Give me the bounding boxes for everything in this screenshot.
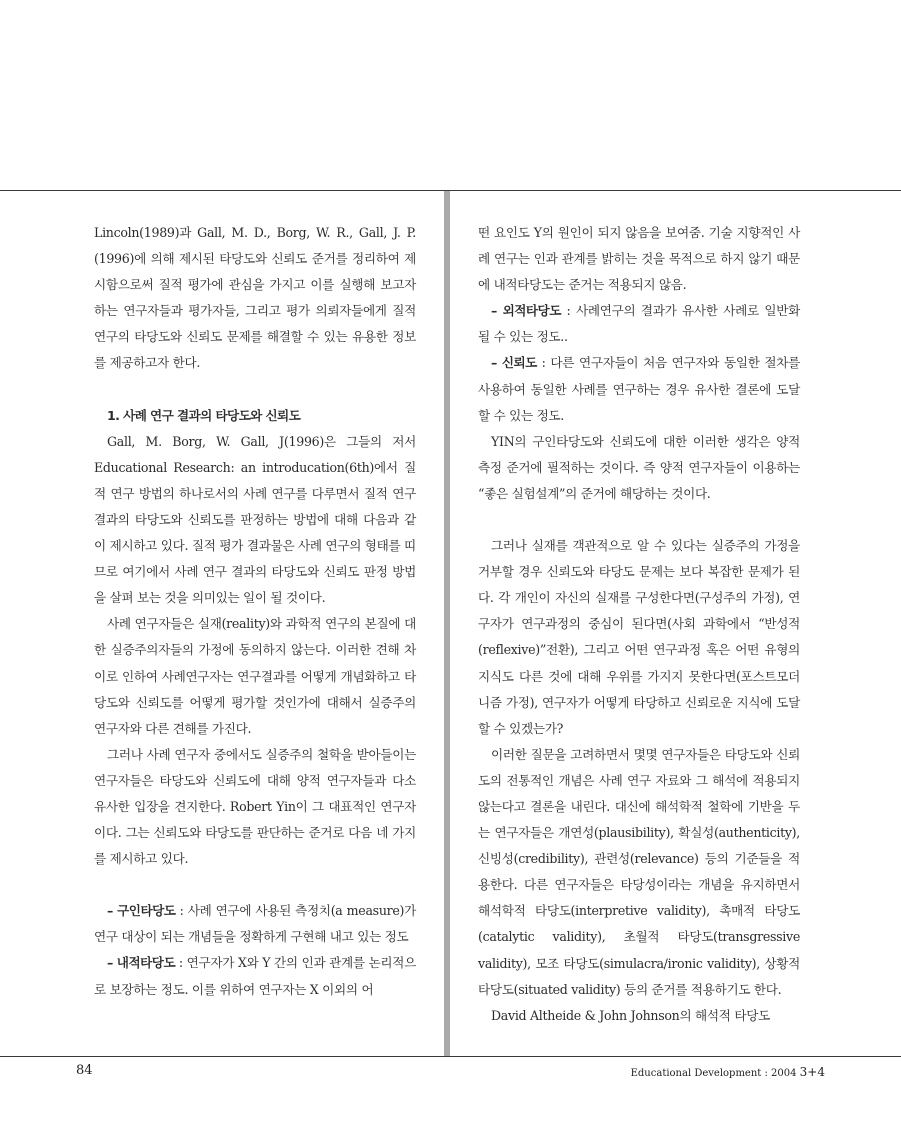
column-gutter <box>444 191 450 1056</box>
left-column <box>94 220 416 1003</box>
criterion-internal-validity <box>94 950 416 1002</box>
criterion-text: : 다른 연구자들이 처음 연구자와 동일한 절차를 사용하여 동일한 사례를 연구하는 경우 유사한 결론에 도달할 수 있는 정도. <box>478 355 800 423</box>
dash-mark: – <box>491 303 503 319</box>
criterion-text: : 사례연구의 결과가 유사한 사례로 일반화 될 수 있는 정도.. <box>478 303 800 345</box>
dash-mark: – <box>107 903 118 919</box>
dash-mark: – <box>491 355 502 371</box>
journal-title: Educational Development : 2004 <box>630 1068 800 1079</box>
left-paragraph-2: Gall, M. Borg, W. Gall, J(1996)은 그들의 저서 Educational Research: an introducation(6th)에서 질적 연구 방법의 하나로서의 사례 연구를 다루면서 질적 연구 결과의 타당도와 신뢰도를 판정하는 방법에 대해 다음과 같이 제시하고 있다. 질적 평가 결과물은 사례 연구의 형태를 띠므로 여기에서 사례 연구 결과의 타당도와 신뢰도 판정 방법을 살펴 보는 것을 의미있는 일이 될 것이다. <box>94 433 416 606</box>
dash-mark: – <box>107 955 117 971</box>
journal-issue: 3+4 <box>799 1065 825 1079</box>
paragraph-gap <box>94 872 416 898</box>
left-paragraph-1: Lincoln(1989)과 Gall, M. D., Borg, W. R., Gall, J. P.(1996)에 의해 제시된 타당도와 신뢰도 준거를 정리하여 제시함으로써 질적 평가에 관심을 가지고 이를 실행해 보고자 하는 연구자들과 평가자들, 그리고 평가 의뢰자들에게 질적 연구의 타당도와 신뢰도 문제를 해결할 수 있는 유용한 정보를 제공하고자 한다. <box>94 225 416 371</box>
criterion-text: : 사례 연구에 사용된 측정치(a measure)가 연구 대상이 되는 개념들을 정확하게 구현해 내고 있는 정도 <box>94 903 416 945</box>
criterion-text: : 연구자가 X와 Y 간의 인과 관계를 논리적으로 보장하는 정도. 이를 위하여 연구자는 X 이외의 어 <box>94 955 416 997</box>
criterion-construct-validity <box>94 898 416 950</box>
criterion-reliability <box>478 350 800 428</box>
paragraph-gap <box>478 507 800 533</box>
right-paragraph-3: 그러나 실재를 객관적으로 알 수 있다는 실증주의 가정을 거부할 경우 신뢰도와 타당도 문제는 보다 복잡한 문제가 된다. 각 개인이 자신의 실재를 구성한다면(구성주의 가정), 연구자가 연구과정의 중심이 된다면(사회 과학에서 “반성적(reflexive)”전환), 그리고 어떤 연구과정 혹은 어떤 유형의 지식도 다른 것에 대해 우위를 가지지 못한다면(포스트모더니즘 가정), 연구자가 어떻게 타당하고 신뢰로운 지식에 도달할 수 있겠는가? <box>478 538 800 736</box>
left-paragraph-4: 그러나 사례 연구자 중에서도 실증주의 철학을 받아들이는 연구자들은 타당도와 신뢰도에 대해 양적 연구자들과 다소 유사한 입장을 견지한다. Robert Yin이 그 대표적인 연구자이다. 그는 신뢰도와 타당도를 판단하는 준거로 다음 네 가지를 제시하고 있다. <box>94 746 416 867</box>
bottom-rule <box>0 1056 901 1057</box>
criterion-term: 내적타당도 <box>116 955 176 971</box>
section-heading: 1. 사례 연구 결과의 타당도와 신뢰도 <box>107 407 301 423</box>
right-paragraph-2: YIN의 구인타당도와 신뢰도에 대한 이러한 생각은 양적 측정 준거에 필적하는 것이다. 즉 양적 연구자들이 이용하는 “좋은 실험설계”의 준거에 해당하는 것이다. <box>478 433 800 501</box>
page-number: 84 <box>76 1063 93 1078</box>
left-paragraph-3: 사례 연구자들은 실재(reality)와 과학적 연구의 본질에 대한 실증주의자들의 가정에 동의하지 않는다. 이러한 견해 차이로 인하여 사례연구자는 연구결과를 어떻게 개념화하고 타당도와 신뢰도를 어떻게 평가할 것인가에 대해서 실증주의 연구자와 다른 견해를 가진다. <box>94 616 416 736</box>
right-paragraph-1: 떤 요인도 Y의 원인이 되지 않음을 보여줌. 기술 지향적인 사례 연구는 인과 관계를 밝히는 것을 목적으로 하지 않기 때문에 내적타당도는 준거는 적용되지 않음. <box>478 225 800 293</box>
criterion-term: 외적타당도 <box>502 303 561 319</box>
criterion-term: 신뢰도 <box>501 355 537 371</box>
journal-footer <box>631 1065 825 1079</box>
right-paragraph-4: 이러한 질문을 고려하면서 몇몇 연구자들은 타당도와 신뢰도의 전통적인 개념은 사례 연구 자료와 그 해석에 적용되지 않는다고 결론을 내린다. 대신에 해석학적 철학에 기반을 두는 연구자들은 개연성(plausibility), 확실성(authenticity), 신빙성(credibility), 관련성(relevance) 등의 기준들을 적용한다. 다른 연구자들은 타당성이라는 개념을 유지하면서 해석학적 타당도(interpretive validity), 촉매적 타당도(catalytic validity), 초월적 타당도(transgressive validity), 모조 타당도(simulacra/ironic validity), 상황적 타당도(situated validity) 등의 준거를 적용하기도 한다. <box>478 746 800 997</box>
right-paragraph-5: David Altheide & John Johnson의 해석적 타당도 <box>491 1007 770 1023</box>
criterion-external-validity <box>478 298 800 350</box>
top-rule <box>0 190 901 191</box>
criterion-term: 구인타당도 <box>117 903 176 919</box>
right-column <box>478 220 800 1029</box>
